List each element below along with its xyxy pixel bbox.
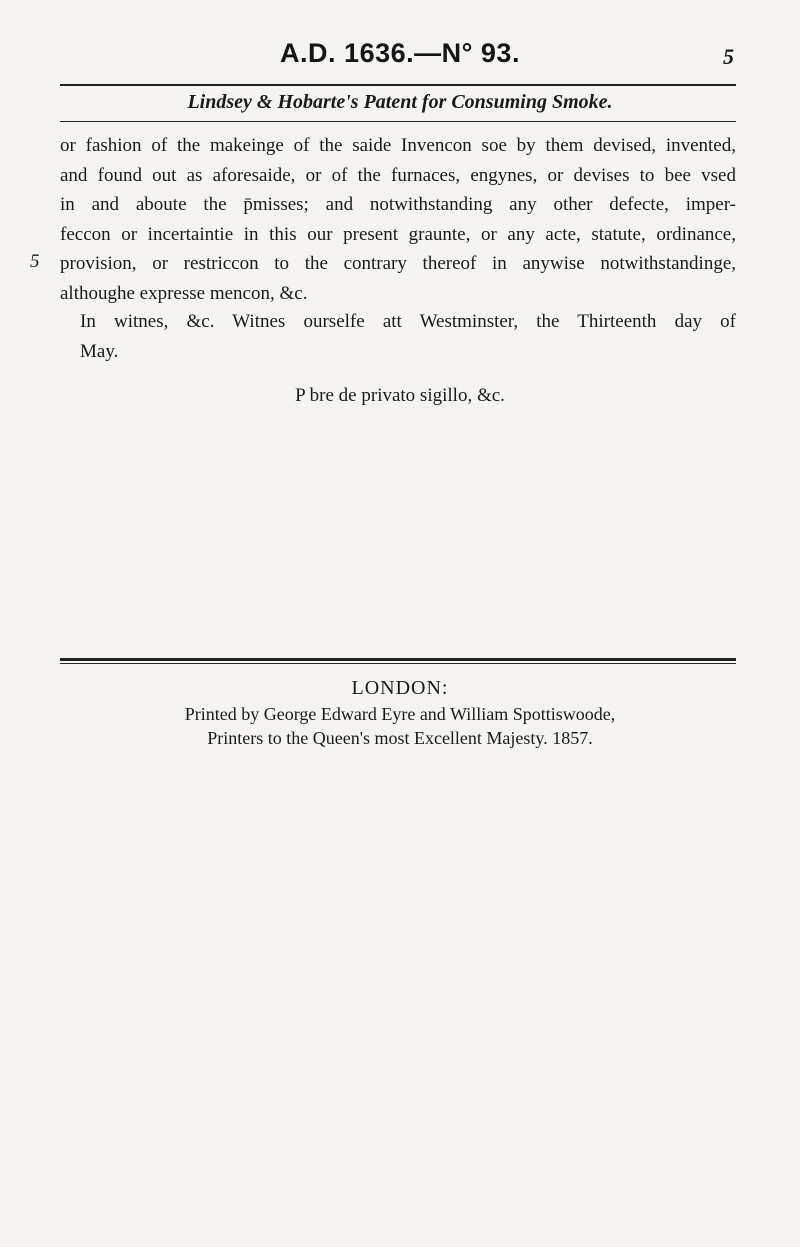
body-line: and found out as aforesaide, or of the furnaces, engynes, or devises to bee vsed: [60, 164, 736, 186]
page-number: 5: [723, 44, 734, 69]
body-paragraph: [60, 131, 736, 308]
imprint-city: LONDON:: [351, 677, 449, 699]
header-rule-bottom: [60, 121, 736, 122]
imprint: [0, 677, 800, 750]
body-line: feccon or incertaintie in this our present graunte, or any acte, statute, ordinance,: [60, 223, 736, 245]
imprint-rule-thin: [60, 663, 736, 664]
imprint-printers-title: Printers to the Queen's most Excellent Majesty. 1857.: [207, 728, 593, 748]
header-rule-top: [60, 84, 736, 86]
body-line: althoughe expresse mencon, &c.: [60, 282, 308, 304]
witness-clause: [80, 307, 736, 366]
witness-line: In witnes, &c. Witnes ourselfe att Westminster, the Thirteenth day of: [80, 311, 736, 332]
running-title: Lindsey & Hobarte's Patent for Consuming Smoke.: [187, 91, 613, 113]
witness-line: May.: [80, 340, 119, 362]
header-title: A.D. 1636.—N° 93.: [280, 38, 520, 68]
line-marker: 5: [30, 251, 40, 272]
body-line: in and aboute the p̄misses; and notwithstanding any other defecte, imper-: [60, 194, 736, 215]
body-line: or fashion of the makeinge of the saide Invencon soe by them devised, invented,: [60, 135, 736, 156]
imprint-printers: Printed by George Edward Eyre and William Spottiswoode,: [184, 704, 616, 724]
imprint-rule-thick: [60, 658, 736, 661]
privy-seal-note: P bre de privato sigillo, &c.: [295, 385, 505, 406]
body-line: provision, or restriccon to the contrary thereof in anywise notwithstandinge,: [60, 253, 736, 274]
